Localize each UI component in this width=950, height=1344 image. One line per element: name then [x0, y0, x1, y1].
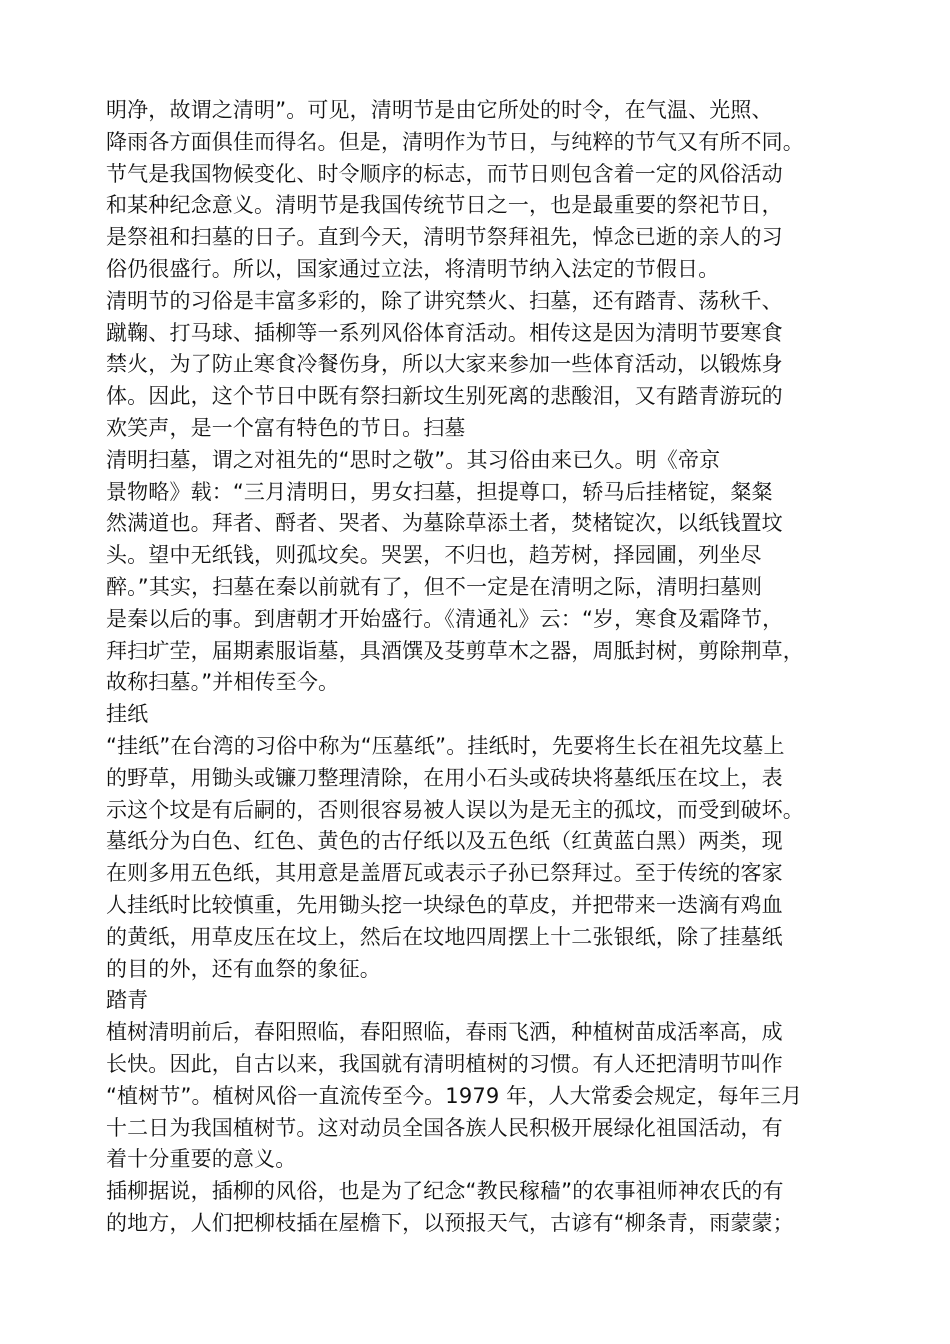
text-line: 降雨各方面俱佳而得名。但是，清明作为节日，与纯粹的节气又有所不同。 — [106, 129, 804, 154]
text-line: 是祭祖和扫墓的日子。直到今天，清明节祭拜祖先，悼念已逝的亲人的习 — [106, 225, 783, 250]
text-line: 拜扫圹茔，届期素服诣墓，具酒馔及芟剪草木之器，周胝封树，剪除荆草， — [106, 638, 804, 663]
document-body — [106, 95, 866, 1240]
text-line: 长快。因此，自古以来，我国就有清明植树的习惯。有人还把清明节叫作 — [106, 1051, 783, 1076]
text-line: 的野草，用锄头或镰刀整理清除，在用小石头或砖块将墓纸压在坟上，表 — [106, 765, 783, 790]
text-line: 清明扫墓，谓之对祖先的“思时之敬”。其习俗由来已久。明《帝京 — [106, 447, 721, 472]
text-line: 明净，故谓之清明”。可见，清明节是由它所处的时令，在气温、光照、 — [106, 98, 773, 122]
text-line: 和某种纪念意义。清明节是我国传统节日之一，也是最重要的祭祀节日， — [106, 193, 783, 218]
text-line: 示这个坟是有后嗣的，否则很容易被人误以为是无主的孤坟，而受到破坏。 — [106, 797, 804, 822]
text-line: 是秦以后的事。到唐朝才开始盛行。《清通礼》云：“岁，寒食及霜降节， — [106, 606, 784, 631]
text-line: 在则多用五色纸，其用意是盖厝瓦或表示子孙已祭拜过。至于传统的客家 — [106, 861, 783, 886]
text-line: 的目的外，还有血祭的象征。 — [106, 956, 381, 981]
text-line: “植树节”。植树风俗一直流传至今。1979 年，人大常委会规定，每年三月 — [106, 1083, 803, 1108]
text-line: 的黄纸，用草皮压在坟上，然后在坟地四周摆上十二张银纸，除了挂墓纸 — [106, 924, 783, 949]
text-line: 俗仍很盛行。所以，国家通过立法，将清明节纳入法定的节假日。 — [106, 256, 720, 281]
text-line: 蹴鞠、打马球、插柳等一系列风俗体育活动。相传这是因为清明节要寒食 — [106, 320, 783, 345]
text-line: 禁火，为了防止寒食冷餐伤身，所以大家来参加一些体育活动，以锻炼身 — [106, 352, 783, 377]
text-line: 的地方，人们把柳枝插在屋檐下，以预报天气，古谚有“柳条青，雨蒙蒙； — [106, 1210, 794, 1235]
text-line: 插柳据说，插柳的风俗，也是为了纪念“教民稼穑”的农事祖师神农氏的有 — [106, 1179, 784, 1204]
text-line: 头。望中无纸钱，则孤坟矣。哭罢，不归也，趋芳树，择园圃，列坐尽 — [106, 543, 762, 568]
text-line: 植树清明前后，春阳照临，春阳照临，春雨飞洒，种植树苗成活率高，成 — [106, 1020, 783, 1045]
text-line: 人挂纸时比较慎重，先用锄头挖一块绿色的草皮，并把带来一迭滴有鸡血 — [106, 892, 783, 917]
section-heading: 踏青 — [106, 988, 149, 1013]
text-line: 着十分重要的意义。 — [106, 1147, 297, 1172]
text-line: 然满道也。拜者、酹者、哭者、为墓除草添土者，焚楮锭次，以纸钱置坟 — [106, 511, 783, 536]
text-line: 墓纸分为白色、红色、黄色的古仔纸以及五色纸（红黄蓝白黑）两类，现 — [106, 829, 783, 854]
text-line: 十二日为我国植树节。这对动员全国各族人民积极开展绿化祖国活动，有 — [106, 1115, 783, 1140]
text-line: 故称扫墓。”并相传至今。 — [106, 670, 340, 695]
text-line: 醉。”其实，扫墓在秦以前就有了，但不一定是在清明之际，清明扫墓则 — [106, 574, 763, 599]
text-line: 节气是我国物候变化、时令顺序的标志，而节日则包含着一定的风俗活动 — [106, 161, 783, 186]
text-line: 景物略》载：“三月清明日，男女扫墓，担提尊口，轿马后挂楮锭，粲粲 — [106, 479, 773, 504]
section-heading: 挂纸 — [106, 702, 149, 727]
text-line: 欢笑声，是一个富有特色的节日。扫墓 — [106, 415, 466, 440]
text-line: “挂纸”在台湾的习俗中称为“压墓纸”。挂纸时，先要将生长在祖先坟墓上 — [106, 733, 785, 758]
text-line: 体。因此，这个节日中既有祭扫新坟生别死离的悲酸泪，又有踏青游玩的 — [106, 384, 783, 409]
text-line: 清明节的习俗是丰富多彩的，除了讲究禁火、扫墓，还有踏青、荡秋千、 — [106, 288, 783, 313]
